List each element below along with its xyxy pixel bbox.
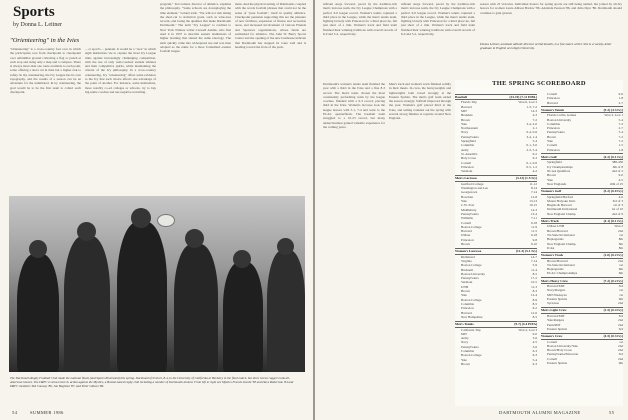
spring-scoreboard <box>455 80 623 406</box>
opponent: Tri-State Invitational <box>547 232 575 237</box>
score: 2nd of 9 <box>612 211 623 216</box>
sport-record: (4-1) (0-1 Ivy) <box>603 218 623 223</box>
score: Won 6, Lost 3 <box>518 100 537 105</box>
result-row <box>541 246 623 250</box>
opponent: UMass <box>461 233 471 238</box>
sport-header <box>541 106 623 113</box>
sport-block <box>541 277 623 305</box>
sport-header <box>541 277 623 284</box>
score: 1-5 <box>618 143 623 148</box>
article-column-3: program," Ted Leland, director of athletics, explains the philosophy. "Some schools are downplaying the time element," Leland adds. "We will not risk taking the short-cut to statistical goals, such as wins-loss records, and losing the qualities that make Dartmouth Dartmouth." The term "Ivy League" is credited to New York Tribune writer Caswell Adams, who first used it in 1937 to describe eastern institutions of higher learning that shared the same ideology. The term quickly came into widespread use and was then adopted as the name for a more formalized eastern football league. <box>160 2 231 54</box>
score: 8-5 <box>532 301 537 306</box>
result-row <box>541 301 623 305</box>
score: 3rd <box>618 284 623 289</box>
sport-record: (4-5) (0-3 Ivy) <box>603 334 623 338</box>
score: 11-12 <box>529 181 537 186</box>
score: 8-14 <box>530 186 537 191</box>
score: 1-3, 7-2 <box>526 104 537 109</box>
opponent: Hugins & Harvard <box>547 203 572 208</box>
result-row <box>541 327 623 331</box>
article-column-1: "Orienteering" is a cross-country foot race in which the participants race from checkpoint to checkpoint over unfamiliar ground collecting a flag or punch at each stop and using only a map and a compass. There is always more than one route available to each point, some offering a short cut in time but a higher risk to safety. In my orienteering, the Ivy League has its own topography, and the results of a season can be an adventure for the uninitiated. In by orienteering, the goal would be to be the first team to collect each checkpoint. <box>10 47 81 94</box>
opponent: Richmond <box>461 254 475 259</box>
sport-name: Men's Track <box>541 218 559 223</box>
opponent: Boston University <box>461 271 486 276</box>
sport-record: (9-7) (4-4 EITA) <box>514 321 537 326</box>
section-title: Sports <box>13 4 55 20</box>
opponent: Columbia <box>547 121 561 126</box>
score: Won 3, Lost 1 <box>604 113 623 118</box>
score: 7-2 <box>618 134 623 139</box>
score: 3-6 <box>532 344 537 349</box>
sport-header <box>541 307 623 314</box>
opponent: UMass UNH <box>547 224 565 229</box>
opponent: C.W. Post <box>461 203 475 208</box>
score: 11-9 <box>531 224 537 229</box>
opponent: MIT <box>461 108 468 113</box>
score: 1st <box>619 339 623 344</box>
scoreboard-column-2 <box>541 92 623 365</box>
opponent: Army <box>461 336 469 341</box>
sport-name: Women's Track <box>541 252 564 257</box>
opponent: New Englands <box>547 181 567 186</box>
score: 12-4 <box>530 293 537 298</box>
result-row <box>541 182 623 186</box>
score: 13-4 <box>530 211 537 216</box>
opponent: Yale <box>547 177 553 182</box>
score: 7-2 <box>618 121 623 126</box>
opponent: Florida Collie. Games <box>547 113 577 118</box>
sport-record: (23-19) (7-11 EIBL) <box>509 94 537 99</box>
opponent: MIT/Wesleyan <box>547 292 567 297</box>
result-row <box>541 101 623 105</box>
score: 9-0 <box>618 173 623 178</box>
opponent: Brown <box>461 361 470 366</box>
score: 2nd <box>618 228 623 233</box>
score: 2-1 <box>532 126 537 131</box>
score: 0-4, 0-6 <box>526 130 537 135</box>
score: 4-3 <box>532 113 537 118</box>
score: 11-3 <box>531 284 537 289</box>
opponent: Boston College <box>461 263 482 268</box>
score: 10-5 <box>530 280 537 285</box>
score: 3-4, 2-0 <box>526 121 537 126</box>
opponent: Pennsylvania <box>461 276 479 281</box>
sport-header <box>541 188 623 195</box>
result-row <box>455 242 537 246</box>
opponent: Yale <box>461 199 467 204</box>
sport-header <box>541 333 623 340</box>
score: 9th <box>618 361 623 366</box>
score: 1-8 <box>618 96 623 101</box>
opponent: Bowdoin <box>461 194 474 199</box>
score: 1st <box>619 288 623 293</box>
score: 7-11 <box>531 216 537 221</box>
score: 9-0 <box>532 331 537 336</box>
score: 2nd <box>618 318 623 323</box>
sport-record: (4-2) (0-1 Ivy) <box>603 154 623 159</box>
score: 1st <box>619 232 623 237</box>
sport-block <box>541 252 623 276</box>
opponent: Springfield <box>461 139 476 144</box>
opponent: Cornell <box>547 339 557 344</box>
score: 14-3 <box>530 108 537 113</box>
opponent: Mount Holyoke Invit. <box>547 198 576 203</box>
sport-name: Baseball <box>455 94 467 99</box>
score: 7-14 <box>530 190 537 195</box>
opponent: Yale <box>461 293 467 298</box>
photo-caption: The Dartmouth Rugby Football Club made the national finals (and Sports Illustrated) this spring. Dartmouth fell short, 8-4, to the University of California at Berkeley in the final match, but three Green ruggers took all-American honors. The DRFC is shown here in action against the Mystics, a Boston-based rugby club including a number of Dartmouth alumni. From left to right are Mystics Francis Iacobi '83 and Dave Robertson '84 and DRFC members Ted Conway '86, Jon Boglioni '87, and Peter Gibson '86. <box>10 376 294 389</box>
sport-name: Women's Golf <box>541 188 562 193</box>
sport-header <box>541 252 623 259</box>
sport-record: (7-2) (0-2 Ivy) <box>603 278 623 283</box>
score: 6-18 <box>530 233 537 238</box>
opponent: Princeton <box>461 237 474 242</box>
score: 2-7 <box>618 126 623 131</box>
sport-block <box>541 106 623 152</box>
score: 9-18 <box>530 220 537 225</box>
opponent: Yale <box>461 121 467 126</box>
result-row <box>455 315 537 319</box>
opponent: Heptagonals <box>547 237 564 242</box>
result-row <box>541 271 623 275</box>
score: 3rd <box>618 352 623 357</box>
score: 1-8 <box>618 147 623 152</box>
opponent: Princeton <box>547 147 560 152</box>
score: 2nd <box>618 343 623 348</box>
opponent: Harvard/MIT <box>547 284 565 289</box>
opponent: Northeastern <box>461 126 479 131</box>
opponent: Williams <box>461 216 473 221</box>
opponent: Eastern Sprints <box>547 326 568 331</box>
score: 13-13 <box>529 199 537 204</box>
sport-header <box>455 321 537 328</box>
rugby-photo <box>9 196 305 372</box>
opponent: Brown/Harvard <box>547 258 568 263</box>
score: 14-3 <box>530 207 537 212</box>
opponent: Yale <box>461 357 467 362</box>
sport-name: Men's Heavy Crew <box>541 278 568 283</box>
opponent: Princeton <box>461 306 474 311</box>
opponent: Yale <box>547 139 553 144</box>
article-column-5: nificant surge forward, paced by the tradition-rich men's lacrosse team, the Ivy League Champions with a perfect 6-0 league record. Women's tennis captured a third place in the League, while the men's tennis team, fighting bravely with Princeton for a third place tie, fell just short of a title. Women's track and field team finished their winning traditions with overall records of 6-0 and 5-2, respectively. <box>323 2 397 37</box>
score: 0-1, 0-6 <box>526 160 537 165</box>
opponent: Dartmouth Invitational <box>547 207 578 212</box>
score: 9-8 <box>532 237 537 242</box>
opponent: Brown/Harvard <box>547 228 568 233</box>
opponent: Princeton <box>547 126 560 131</box>
score: 6th <box>618 267 623 272</box>
article-column-7: season with 23 victories. Individual honors for spring sports are still being named, but joined by all-Ivy honors for women Laura Allison Barlow '86, Adelaide Pearson '86, and Julia Dyer '86. Dartmouth should continue to gain ground. <box>480 2 622 15</box>
score: 2nd <box>618 301 623 306</box>
score: 6th <box>618 271 623 276</box>
sport-record: (5-2) (0-0 Ivy) <box>603 188 623 193</box>
score: 0-5, 1-2 <box>526 164 537 169</box>
score: 4-5 <box>532 340 537 345</box>
score: 6-3 <box>532 156 537 161</box>
opponent: California Trip <box>461 327 481 332</box>
score: 4-0 <box>618 194 623 199</box>
opponent: Florida Trip <box>461 100 477 105</box>
article-column-4: ment. And the physical setting of Dartmouth, coupled with the words football phrases that could not be the sense of "pure football", itself in quality athletics. Checkpoint pennants supporting this are the pleasure of new facilities, expansion of fitness and recreation areas, and increased involvement of various Friends and Sponsors organizations, whose funds are earmarked for athletics. The John W. Berry Sports Center and the opening of the new boathouse indicate that Dartmouth has stepped its route well and is heading toward the front of the pack. <box>235 2 306 49</box>
score: 11-5 <box>531 229 537 234</box>
sport-block <box>455 175 537 246</box>
article-column-2: ... or sport's ... pennant. It would be a "race" in which eight institutions vie to capture the most Ivy League titles against increasingly challenging competition, with the use of only well-coached student athletes and their competitive spirits, while maintaining the criteria of the Ivy philosophy. In a cross-country orienteering, Ivy "orienteering" offers some evidence to the Ivy that each choice affects one advantage of the point of another. For instance, some institutions, more notably co-ed colleges or schools, try to buy big-name coaches and use negative recruiting. <box>85 47 156 94</box>
opponent: Eastern Sprints <box>547 361 568 366</box>
score: 8-5 <box>532 314 537 319</box>
opponent: Navy/Rutgers <box>547 288 566 293</box>
opponent: Boston College <box>461 353 482 358</box>
opponent: Middlebury <box>461 207 477 212</box>
author-note: Donna Leitner, assistant athletic director at Dartmouth, is a free-lance writer. She is a varsity-letter graduate in English at Lehigh University. <box>480 42 612 51</box>
opponent: Vermont <box>461 280 473 285</box>
sport-header <box>455 175 537 182</box>
score: 2nd <box>618 258 623 263</box>
opponent: Harvard <box>461 310 472 315</box>
score: 2-7 <box>618 100 623 105</box>
opponent: IC4A <box>547 245 555 250</box>
score: 0-1, 3-0 <box>526 143 537 148</box>
opponent: Yale/Rutgers <box>547 318 565 323</box>
scoreboard-title: THE SPRING SCOREBOARD <box>492 80 586 87</box>
opponent: Vermont <box>461 169 473 174</box>
opponent: Columbia <box>461 301 475 306</box>
opponent: Brown/Holy Cross <box>547 348 572 353</box>
opponent: New Hampshire <box>461 314 483 319</box>
score: 1st of 10 <box>611 207 623 212</box>
score: 3rd of 3 <box>612 198 623 203</box>
result-row <box>455 362 537 366</box>
sport-record: (12-3) (5-1 Ivy) <box>515 249 537 254</box>
opponent: Bucknell <box>461 267 473 272</box>
opponent: Pennsylvania <box>461 211 479 216</box>
article-column-6: nificant surge forward, paced by the tradition-rich men's lacrosse team, the Ivy League Champions with a perfect 6-0 league record. Women's tennis captured a third place in the League, while the men's tennis team, fighting bravely with Princeton for a third place tie, fell just short of a title. Women's track and field team finished their winning traditions with overall records of 6-0 and 5-2, respectively. <box>401 2 475 37</box>
sport-name: Men's Lacrosse <box>455 176 477 181</box>
opponent: Washington and Lee <box>461 186 489 191</box>
score: 7-14 <box>530 258 537 263</box>
score: 2nd <box>618 356 623 361</box>
sport-block <box>455 248 537 319</box>
sport-header <box>455 248 537 255</box>
score: 12-6 <box>530 310 537 315</box>
opponent: Harvard <box>461 229 472 234</box>
sport-block <box>541 153 623 186</box>
article-column-9: Men's track and women's track finished solidly in their meets. In crew, the heavyweights and lightweights both rowed strongly at the Eastern Sprints. The men's golf team ended the season strongly. Softball improved through the year. Women's golf placed third at the Ivies, and sailing rounded out the spring with several strong finishes at regattas around New England. <box>389 82 451 121</box>
opponent: Boston College <box>461 297 482 302</box>
opponent: New England Champ. <box>547 211 577 216</box>
score: 9-6 <box>618 92 623 96</box>
opponent: St. Anselm's <box>461 151 478 156</box>
page-number-left: 54 <box>12 410 18 415</box>
score: 1st <box>619 292 623 297</box>
opponent: Heptagonals <box>547 267 564 272</box>
sport-block <box>541 218 623 251</box>
opponent: Springfield/Harford <box>547 194 574 199</box>
score: 8-9 <box>532 297 537 302</box>
score: 5-9 <box>532 263 537 268</box>
opponent: Holy Cross <box>461 156 476 161</box>
opponent: Brown <box>461 117 470 122</box>
score: 8th <box>618 245 623 250</box>
sport-name: Women's Tennis <box>541 107 564 112</box>
opponent: Springfield <box>547 160 562 165</box>
result-row <box>541 148 623 152</box>
sport-header <box>455 94 537 101</box>
opponent: Cornell <box>547 143 557 148</box>
sport-record: (1-5) (0-4 Ivy) <box>603 308 623 313</box>
sport-name: Men's Golf <box>541 154 557 159</box>
opponent: Army <box>461 147 469 152</box>
page-number-right: 55 <box>609 410 615 415</box>
score: 2nd <box>618 348 623 353</box>
score: 3rd <box>618 314 623 319</box>
score: 8-3 <box>532 289 537 294</box>
score: 5-4 <box>618 117 623 122</box>
score: 9-2 <box>532 151 537 156</box>
score: 3-6 <box>532 336 537 341</box>
opponent: Brown <box>461 241 470 246</box>
score: 6-3 <box>532 361 537 366</box>
opponent: Brandeis <box>461 113 473 118</box>
result-row <box>541 212 623 216</box>
opponent: New England Champ. <box>547 241 577 246</box>
sport-block <box>541 92 623 105</box>
score: 4-2 <box>532 169 537 174</box>
sport-name: Men's Tennis <box>455 321 474 326</box>
score: 2nd <box>618 322 623 327</box>
score: 12-8 <box>530 194 537 199</box>
sport-record: (5-3) (4-3 Ivy) <box>603 107 623 112</box>
result-row <box>455 169 537 173</box>
opponent: ECAC Championships <box>547 271 578 276</box>
score: 8-5 <box>532 271 537 276</box>
score: 6-2 <box>532 306 537 311</box>
opponent: NCAA Qualifiers <box>547 168 571 173</box>
article-kicker: "Orienteering" in the Ivies <box>10 37 80 44</box>
opponent: Boston University/Yale <box>547 343 578 348</box>
scoreboard-column-1 <box>455 92 537 366</box>
opponent: Cornell <box>461 160 471 165</box>
opponent: UNH <box>461 284 469 289</box>
opponent: Syracuse <box>547 301 559 306</box>
score: 2nd of 2 <box>612 168 623 173</box>
sport-header <box>541 218 623 225</box>
opponent: Brown <box>547 134 556 139</box>
score: 8th <box>618 237 623 242</box>
opponent: Ivy Championships <box>547 164 573 169</box>
sport-record: (1-0) (0-2 Ivy) <box>603 252 623 257</box>
opponent: Virginia <box>461 258 472 263</box>
opponent: Cornell <box>461 220 471 225</box>
sport-block <box>541 307 623 331</box>
sport-block <box>541 333 623 366</box>
score: Won 2 <box>614 224 623 229</box>
score: 4-5 <box>618 177 623 182</box>
sport-name: Women's Lacrosse <box>455 249 482 254</box>
score: 9th <box>618 297 623 302</box>
opponent: Pennsylvania <box>461 134 479 139</box>
sport-block <box>541 188 623 216</box>
opponent: Cornell <box>547 92 557 96</box>
sport-record: (3-13) (1-5 Ivy) <box>515 176 537 181</box>
score: 6-3 <box>532 353 537 358</box>
opponent: Columbia <box>461 143 475 148</box>
score: 2-3, 5-4 <box>526 147 537 152</box>
score: 14-7 <box>530 254 537 259</box>
article-column-8: Dartmouth's women's tennis team finished the year with a third in the Ivies and a fine 8-3 record. The men's team, chosen the most consistently performing team by the league coaches, finished with a 6-3 record, placing third in the Ivies. Women's lacrosse took the league honors with 5-1, 7-4 and went to the ECAC quarterfinals. The baseball team struggled to a 10-23 record, but many underclassmen gained valuable experience for the coming years. <box>323 82 385 129</box>
score: 10th of 25 <box>609 181 623 186</box>
sport-name: Women's Crew <box>541 334 563 338</box>
opponent: Brown <box>461 289 470 294</box>
score: 1st of 3 <box>613 203 623 208</box>
opponent: Boston College <box>461 224 482 229</box>
opponent: Harvard <box>461 104 472 109</box>
score: 3rd <box>618 326 623 331</box>
score: 7-2 <box>618 139 623 144</box>
sport-block <box>455 94 537 174</box>
magazine-name: DARTMOUTH ALUMNI MAGAZINE <box>499 410 581 415</box>
score: 10-15 <box>529 203 537 208</box>
issue-label: SUMMER 1986 <box>30 410 64 415</box>
left-page <box>0 0 313 420</box>
score: 6-3 <box>532 349 537 353</box>
right-page <box>315 0 628 420</box>
score: 5-4 <box>532 357 537 362</box>
opponent: MIT <box>461 331 468 336</box>
score: 1st <box>619 262 623 267</box>
opponent: Harvard/MIT <box>547 314 565 319</box>
opponent: Harvard <box>547 100 558 105</box>
score: 6th of 8 <box>612 164 623 169</box>
sport-name: Men's Light Crew <box>541 308 567 313</box>
opponent: Navy <box>461 340 469 345</box>
score: 17-2 <box>530 276 537 281</box>
opponent: Pennsylvania/Princeton <box>547 352 579 357</box>
score: 11-4 <box>531 267 537 272</box>
opponent: Boston University <box>547 117 572 122</box>
opponent: Brown <box>547 173 556 178</box>
opponent: Cornell <box>547 356 557 361</box>
sport-block <box>455 321 537 367</box>
opponent: Tri-State Invitational <box>547 262 575 267</box>
score: 5-4 <box>618 130 623 135</box>
score: 388-430 <box>612 160 623 165</box>
sport-header <box>541 153 623 160</box>
result-row <box>541 361 623 365</box>
opponent: Penn/MIT <box>547 322 561 327</box>
opponent: Princeton <box>547 96 560 101</box>
score: 7-2 <box>532 117 537 122</box>
opponent: Navy <box>461 130 469 135</box>
opponent: Pennsylvania <box>461 344 479 349</box>
opponent: Georgetown <box>461 190 478 195</box>
opponent: Eastern Sprints <box>547 297 568 302</box>
opponent: Columbia <box>461 349 475 353</box>
byline: by Donna L. Leitner <box>13 22 62 28</box>
score: 9-10 <box>530 241 537 246</box>
score: 3-4, 1-4 <box>526 134 537 139</box>
score: 5-4 <box>532 139 537 144</box>
opponent: Princeton <box>461 164 474 169</box>
opponent: Guilford College <box>461 181 484 186</box>
score: Won 2, Lost 3 <box>518 327 537 332</box>
opponent: Pennsylvania <box>547 130 565 135</box>
score: 6th <box>618 241 623 246</box>
